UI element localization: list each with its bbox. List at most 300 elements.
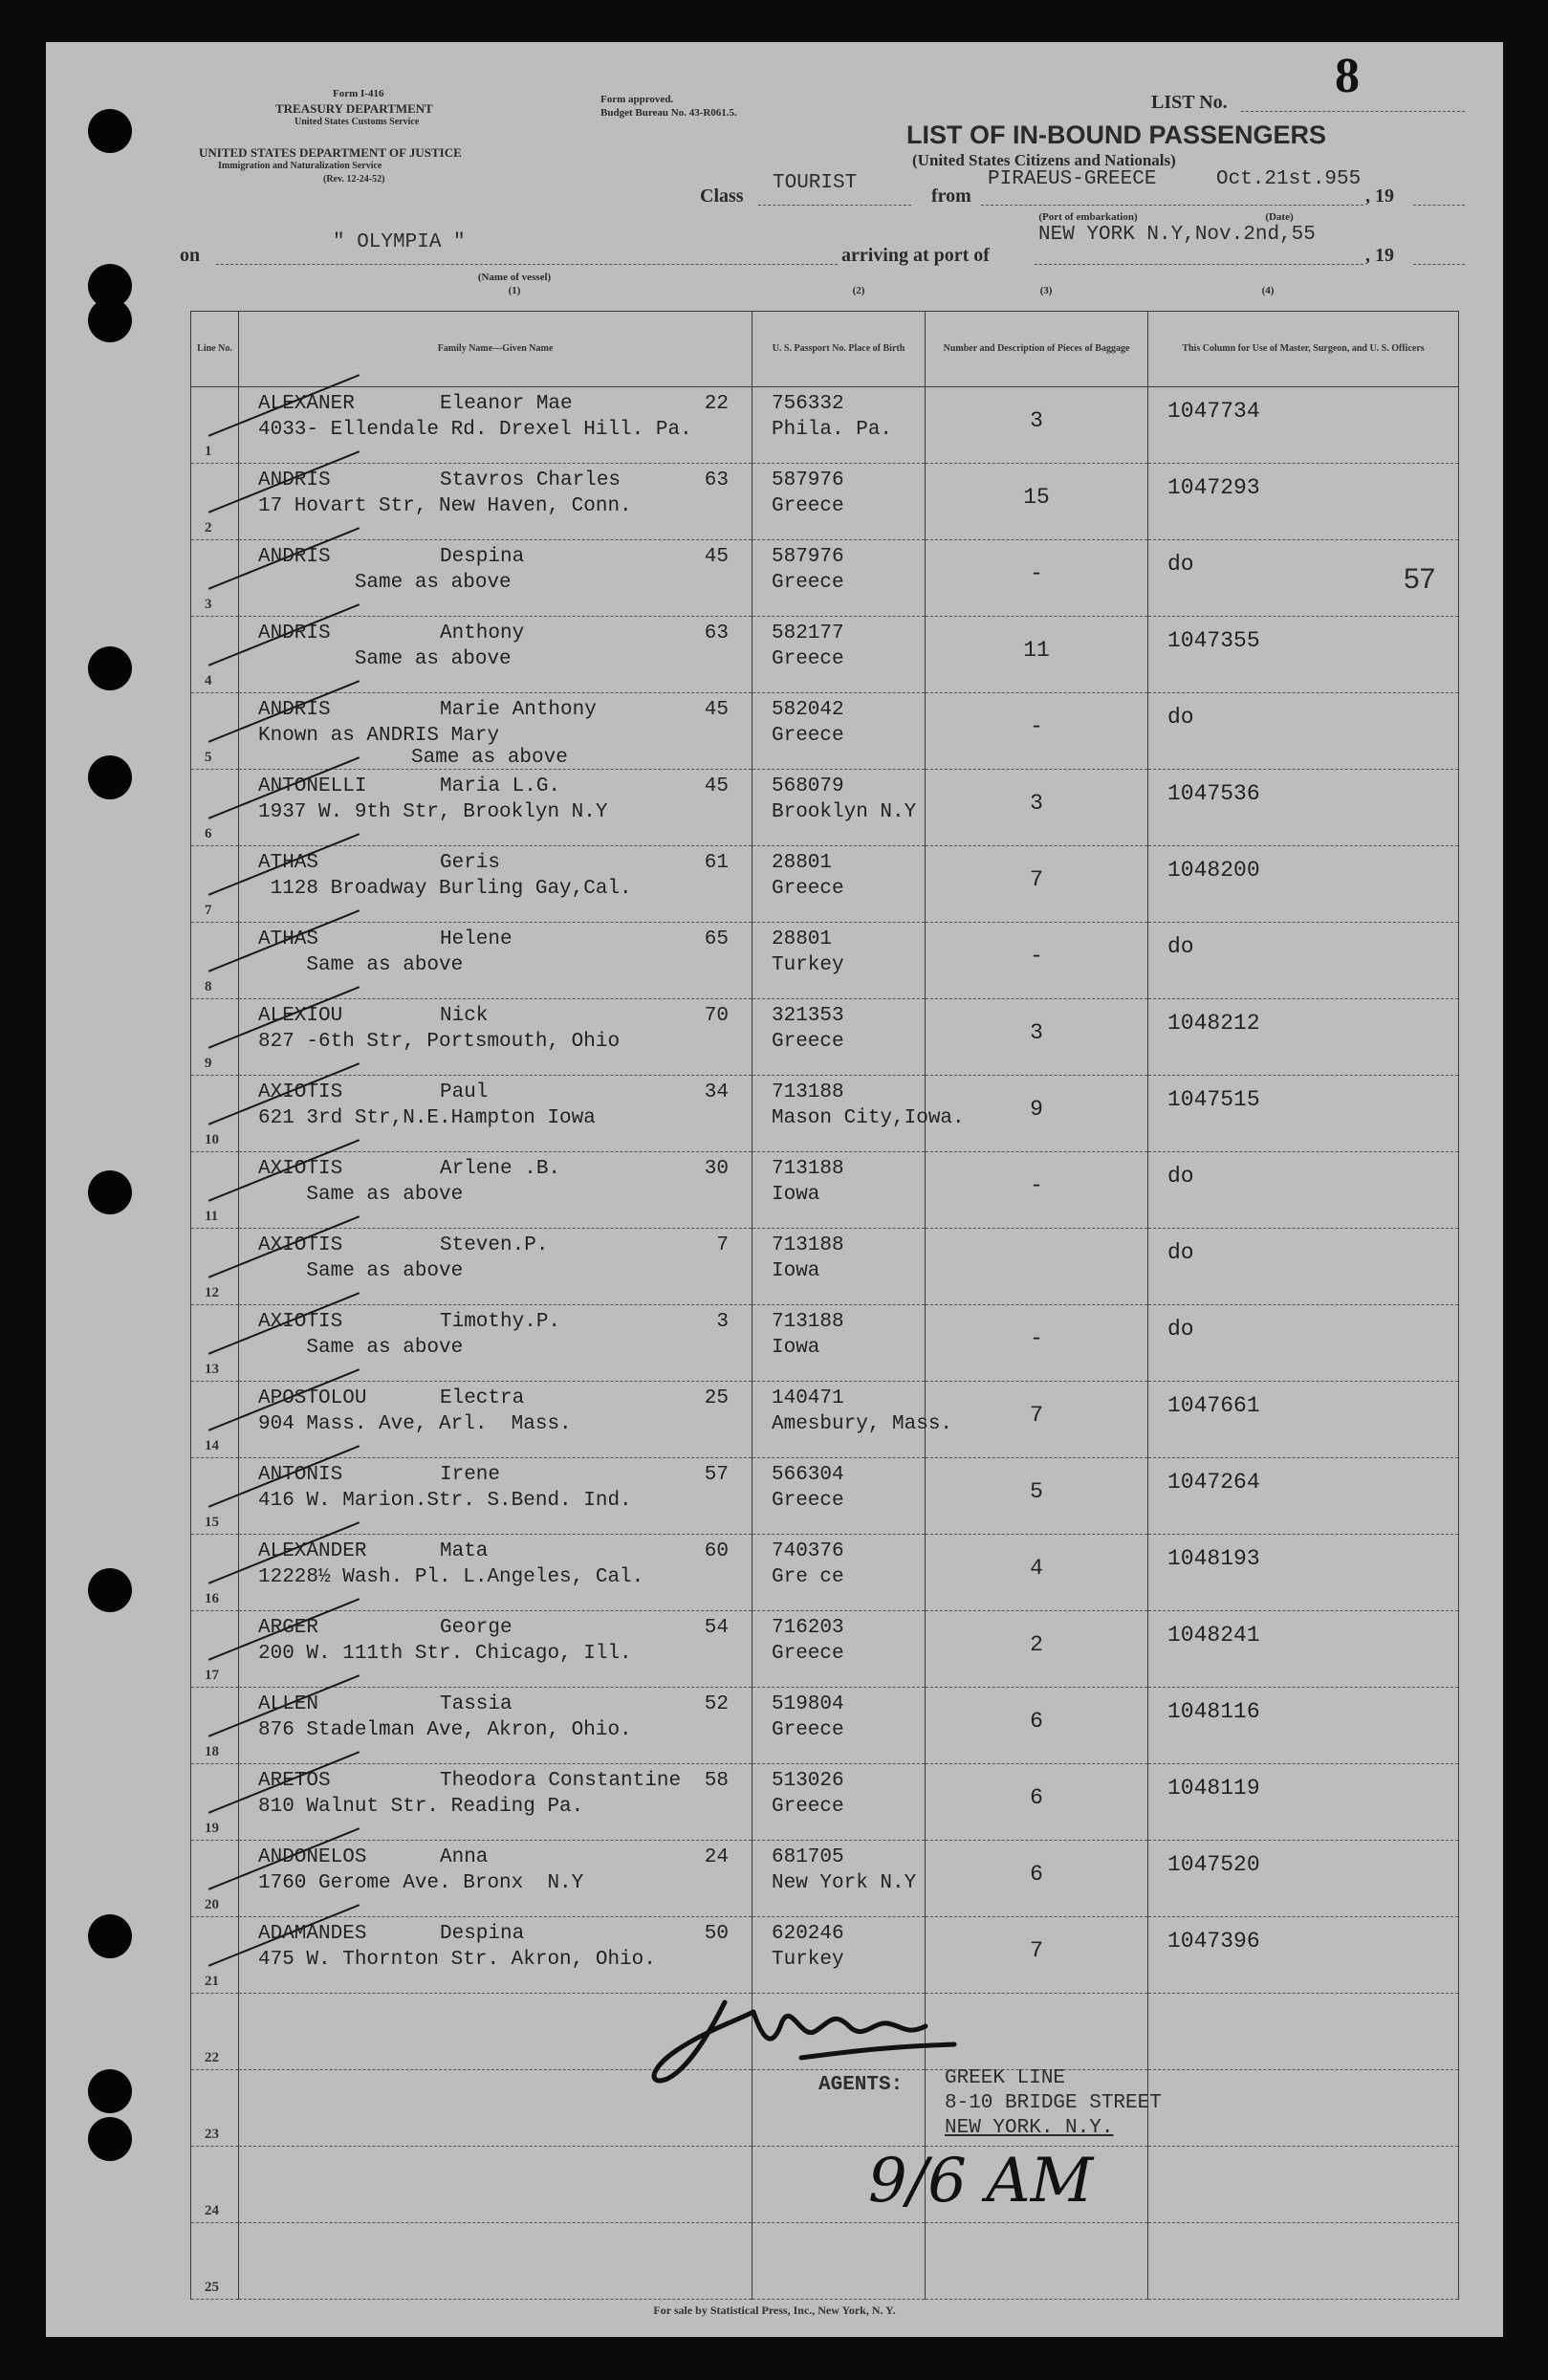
officer-cell [1148,1994,1459,2070]
baggage-count: - [1030,561,1043,586]
officer-number: do [1167,552,1194,577]
table-row [191,923,1459,999]
family-name: AXIOTIS [258,1081,343,1103]
age: 52 [704,1693,729,1715]
passport-number: 513026 [772,1770,844,1792]
passport-cell [752,846,926,923]
name-cell [239,1458,752,1535]
officer-signature [648,1983,1050,2088]
place-of-birth: Phila. Pa. [772,419,893,441]
line-number: 20 [205,1897,219,1912]
given-name: Tassia [440,1693,512,1715]
form-number: Form I-416 [333,88,384,99]
officer-cell [1148,1764,1459,1841]
officer-number: 1047396 [1167,1929,1260,1954]
baggage-count: - [1030,944,1043,969]
passport-cell [752,770,926,846]
name-cell [239,1688,752,1764]
date-caption: (Date) [1265,211,1294,223]
baggage-cell [926,1382,1148,1458]
given-name: Anna [440,1846,489,1868]
given-name: Paul [440,1081,489,1103]
officer-number: 1047515 [1167,1087,1260,1112]
family-name: AXIOTIS [258,1234,343,1256]
arrival-line [1035,264,1363,265]
baggage-cell [926,464,1148,540]
table-row [191,1917,1459,1994]
family-name: ADAMANDES [258,1923,367,1945]
baggage-cell [926,1764,1148,1841]
table-row [191,2223,1459,2300]
passport-number: 587976 [772,469,844,491]
baggage-cell [926,1305,1148,1382]
vessel-caption: (Name of vessel) [477,272,552,283]
passport-number: 756332 [772,393,844,415]
line-number: 2 [205,520,212,535]
name-cell [239,2223,752,2300]
baggage-cell [926,1076,1148,1152]
officer-number: 1047734 [1167,399,1260,424]
family-name: ATHAS [258,928,319,950]
line-number: 19 [205,1821,219,1836]
address: 1128 Broadway Burling Gay,Cal. [258,878,632,900]
place-of-birth: Gre ce [772,1566,844,1588]
passport-cell [752,1841,926,1917]
passport-cell [752,2223,926,2300]
table-row [191,1688,1459,1764]
passport-number: 582177 [772,622,844,644]
place-of-birth: Iowa [772,1260,820,1282]
family-name: APOSTOLOU [258,1387,367,1409]
agents-name: GREEK LINE [945,2067,1066,2089]
budget-bureau: Budget Bureau No. 43-R061.5. [600,107,737,119]
baggage-header: Number and Description of Pieces of Baggage [926,312,1148,387]
officer-cell [1148,1688,1459,1764]
class-value: TOURIST [773,172,858,194]
line-number-cell [191,2070,239,2147]
passport-cell [752,1688,926,1764]
age: 63 [704,469,729,491]
vessel-name: " OLYMPIA " [333,231,466,253]
name-cell [239,387,752,464]
passport-cell [752,1458,926,1535]
line-number: 21 [205,1974,219,1989]
place-of-birth: New York N.Y [772,1872,917,1894]
margin-note: 57 [1404,563,1436,595]
place-of-birth: Greece [772,1796,844,1818]
given-name: Helene [440,928,512,950]
passport-cell [752,617,926,693]
passport-number: 716203 [772,1617,844,1639]
baggage-count: 2 [1030,1632,1043,1657]
address: 1760 Gerome Ave. Bronx N.Y [258,1872,584,1894]
given-name: Despina [440,1923,525,1945]
officer-cell [1148,2223,1459,2300]
place-of-birth: Iowa [772,1337,820,1359]
baggage-count: 9 [1030,1097,1043,1122]
age: 3 [716,1311,729,1333]
table-header-row [191,312,1459,387]
table-row [191,464,1459,540]
table-row [191,999,1459,1076]
address: 17 Hovart Str, New Haven, Conn. [258,495,632,517]
baggage-cell [926,923,1148,999]
address: Same as above [258,1337,464,1359]
line-number: 5 [205,750,212,765]
passport-cell [752,1305,926,1382]
baggage-cell [926,770,1148,846]
baggage-cell [926,1152,1148,1229]
baggage-cell [926,1611,1148,1688]
baggage-cell [926,2223,1148,2300]
place-of-birth: Turkey [772,1949,844,1971]
table-row [191,387,1459,464]
given-name: George [440,1617,512,1639]
name-cell [239,846,752,923]
year-line [1413,205,1465,206]
class-line [758,205,911,206]
passport-number: 740376 [772,1540,844,1562]
line-number: 15 [205,1515,219,1530]
binder-hole [88,1170,132,1214]
name-cell [239,1229,752,1305]
binder-hole [88,2117,132,2161]
manifest-page [46,42,1503,2337]
officer-cell [1148,1458,1459,1535]
passport-header: U. S. Passport No. Place of Birth [752,312,926,387]
baggage-count: 15 [1023,485,1050,510]
line-number: 6 [205,826,212,841]
line-number: 12 [205,1285,219,1300]
port-caption: (Port of embarkation) [1038,211,1138,223]
name-cell [239,464,752,540]
baggage-count: 5 [1030,1479,1043,1504]
age: 61 [704,852,729,874]
column-number: (1) [508,285,521,296]
baggage-count: 4 [1030,1556,1043,1581]
given-name: Irene [440,1464,501,1486]
officer-cell [1148,923,1459,999]
baggage-count: 6 [1030,1862,1043,1887]
family-name: ATHAS [258,852,319,874]
given-name: Timothy.P. [440,1311,561,1333]
given-name: Nick [440,1005,489,1027]
name-cell [239,923,752,999]
family-name: ANDRIS [258,699,331,721]
baggage-count: - [1030,1173,1043,1198]
arrival-port-date: NEW YORK N.Y,Nov.2nd,55 [1038,224,1316,246]
officer-number: do [1167,934,1194,959]
baggage-cell [926,1917,1148,1994]
name-header: Family Name—Given Name [239,312,752,387]
passport-cell [752,999,926,1076]
customs-service: United States Customs Service [294,117,420,127]
passport-number: 566304 [772,1464,844,1486]
line-number: 4 [205,673,212,688]
baggage-count: 3 [1030,1020,1043,1045]
age: 60 [704,1540,729,1562]
passport-number: 568079 [772,775,844,797]
officer-cell [1148,2147,1459,2223]
officer-number: 1047520 [1167,1852,1260,1877]
passport-cell [752,693,926,770]
address: 200 W. 111th Str. Chicago, Ill. [258,1643,632,1665]
agents-label: AGENTS: [818,2074,904,2096]
passport-cell [752,1076,965,1152]
name-cell [239,1076,752,1152]
column-number: (4) [1261,285,1275,296]
name-cell [239,1382,752,1458]
given-name: Despina [440,546,525,568]
officer-number: 1047293 [1167,475,1260,500]
table-row [191,540,1459,617]
family-name: ARETOS [258,1770,331,1792]
address: Same as above [258,1184,464,1206]
line-number: 13 [205,1362,219,1377]
officer-cell [1148,846,1459,923]
family-name: AXIOTIS [258,1158,343,1180]
passport-number: 713188 [772,1158,844,1180]
address: 12228½ Wash. Pl. L.Angeles, Cal. [258,1566,644,1588]
line-number: 14 [205,1438,219,1453]
officer-number: 1048116 [1167,1699,1260,1724]
year-line-2 [1413,264,1465,265]
table-row [191,1382,1459,1458]
baggage-count: 6 [1030,1785,1043,1810]
baggage-cell [926,999,1148,1076]
line-number: 1 [205,444,212,459]
list-no-line [1241,111,1465,112]
officer-cell [1148,1305,1459,1382]
officer-number: 1047536 [1167,781,1260,806]
line-number: 16 [205,1591,219,1606]
year-label: , 19 [1365,186,1394,207]
binder-hole [88,646,132,690]
line-number: 25 [205,2280,219,2295]
line-number: 7 [205,903,212,918]
line-number: 10 [205,1132,219,1147]
place-of-birth: Greece [772,725,844,747]
manifest-subtitle: (United States Citizens and Nationals) [912,151,1176,169]
passport-number: 28801 [772,928,833,950]
age: 45 [704,775,729,797]
family-name: ARGER [258,1617,319,1639]
form-approved: Form approved. [600,94,674,105]
table-row [191,1458,1459,1535]
name-cell [239,693,752,770]
name-cell [239,770,752,846]
place-of-birth: Greece [772,1643,844,1665]
place-of-birth: Greece [772,572,844,594]
place-of-birth: Greece [772,1490,844,1512]
table-row [191,1305,1459,1382]
place-of-birth: Greece [772,495,844,517]
name-cell [239,2147,752,2223]
officer-cell [1148,1076,1459,1152]
address: 810 Walnut Str. Reading Pa. [258,1796,584,1818]
family-name: ANTONELLI [258,775,367,797]
passport-cell [752,1382,953,1458]
given-name: Steven.P. [440,1234,549,1256]
line-number: 18 [205,1744,219,1759]
age: 25 [704,1387,729,1409]
age: 54 [704,1617,729,1639]
agents-street: 8-10 BRIDGE STREET [945,2092,1162,2114]
line-number: 24 [205,2203,219,2218]
address: 1937 W. 9th Str, Brooklyn N.Y [258,801,608,823]
officer-cell [1148,1535,1459,1611]
officer-cell [1148,387,1459,464]
line-number-cell [191,2223,239,2300]
port-of-embarkation: PIRAEUS-GREECE [988,168,1157,190]
passport-number: 28801 [772,852,833,874]
age: 58 [704,1770,729,1792]
passport-cell [752,1152,926,1229]
baggage-cell [926,1229,1148,1305]
passport-cell [752,1535,926,1611]
officer-number: do [1167,1164,1194,1189]
place-of-birth: Brooklyn N.Y [772,801,917,823]
table-row [191,1076,1459,1152]
baggage-count: 7 [1030,867,1043,892]
baggage-count: 7 [1030,1403,1043,1428]
family-name: ALLEN [258,1693,319,1715]
baggage-count: - [1030,1326,1043,1351]
column-number: (2) [852,285,865,296]
baggage-cell [926,1841,1148,1917]
address: Same as above [258,1260,464,1282]
line-number: 9 [205,1056,212,1071]
class-label: Class [700,186,744,207]
manifest-title: LIST OF IN-BOUND PASSENGERS [906,120,1327,149]
address: 416 W. Marion.Str. S.Bend. Ind. [258,1490,632,1512]
line-number: 22 [205,2050,219,2065]
officer-number: 1048241 [1167,1623,1260,1648]
name-cell [239,1841,752,1917]
age: 22 [704,393,729,415]
given-name: Mata [440,1540,489,1562]
table-row [191,1611,1459,1688]
passport-number: 681705 [772,1846,844,1868]
age: 24 [704,1846,729,1868]
given-name: Arlene .B. [440,1158,561,1180]
line-number: 23 [205,2127,219,2142]
place-of-birth: Greece [772,1719,844,1741]
officer-number: 1047661 [1167,1393,1260,1418]
officer-cell [1148,1229,1459,1305]
address: 4033- Ellendale Rd. Drexel Hill. Pa. [258,419,692,441]
address-line-2: Same as above [411,747,568,769]
given-name: Electra [440,1387,525,1409]
name-cell [239,1764,752,1841]
officer-cell [1148,464,1459,540]
passport-number: 519804 [772,1693,844,1715]
officer-cell [1148,693,1459,770]
binder-hole [88,1914,132,1958]
table-row [191,770,1459,846]
vessel-line [216,264,838,265]
column-number: (3) [1039,285,1053,296]
baggage-count: 11 [1023,638,1050,663]
officer-number: 1047355 [1167,628,1260,653]
address: Same as above [258,572,512,594]
place-of-birth: Mason City,Iowa. [772,1107,965,1129]
family-name: ALEXIOU [258,1005,343,1027]
binder-hole [88,755,132,799]
family-name: ALEXANDER [258,1540,367,1562]
line-number: 8 [205,979,212,994]
passport-cell [752,1611,926,1688]
officer-cell [1148,1611,1459,1688]
from-line [981,205,1363,206]
baggage-count: 3 [1030,408,1043,433]
line-number-cell [191,2147,239,2223]
officer-cell [1148,617,1459,693]
binder-hole [88,109,132,153]
given-name: Theodora Constantine [440,1770,682,1792]
address: Same as above [258,954,464,976]
officer-number: 1048193 [1167,1546,1260,1571]
immigration-service: Immigration and Naturalization Service [218,161,382,171]
name-cell [239,1305,752,1382]
table-row [191,1229,1459,1305]
given-name: Anthony [440,622,525,644]
family-name: ALEXANER [258,393,355,415]
baggage-cell [926,540,1148,617]
officer-cell [1148,2070,1459,2147]
officer-number: do [1167,1240,1194,1265]
name-cell [239,1152,752,1229]
place-of-birth: Amesbury, Mass. [772,1413,953,1435]
agents-city: NEW YORK. N.Y. [945,2117,1114,2139]
family-name: ANTONIS [258,1464,343,1486]
family-name: ANDRIS [258,622,331,644]
passport-number: 713188 [772,1234,844,1256]
place-of-birth: Iowa [772,1184,820,1206]
page-number: 8 [1335,49,1360,103]
family-name: ANDRIS [258,469,331,491]
passport-number: 321353 [772,1005,844,1027]
table-row [191,2147,1459,2223]
place-of-birth: Turkey [772,954,844,976]
binder-hole [88,1568,132,1612]
address: 904 Mass. Ave, Arl. Mass. [258,1413,572,1435]
passport-cell [752,464,926,540]
baggage-cell [926,617,1148,693]
year-label-2: , 19 [1365,245,1394,266]
officers-header: This Column for Use of Master, Surgeon, and U. S. Officers [1148,312,1459,387]
binder-hole [88,298,132,342]
name-cell [239,617,752,693]
revision-date: (Rev. 12-24-52) [323,174,385,185]
passport-cell [752,1764,926,1841]
departure-date: Oct.21st.955 [1216,168,1362,190]
baggage-cell [926,1535,1148,1611]
given-name: Maria L.G. [440,775,561,797]
age: 34 [704,1081,729,1103]
arriving-label: arriving at port of [841,245,990,266]
passport-number: 713188 [772,1311,844,1333]
family-name: AXIOTIS [258,1311,343,1333]
officer-number: do [1167,705,1194,730]
passport-cell [752,387,926,464]
passport-cell [752,923,926,999]
given-name: Marie Anthony [440,699,597,721]
address: Same as above [258,648,512,670]
passport-number: 587976 [772,546,844,568]
baggage-cell [926,1458,1148,1535]
officer-cell [1148,770,1459,846]
